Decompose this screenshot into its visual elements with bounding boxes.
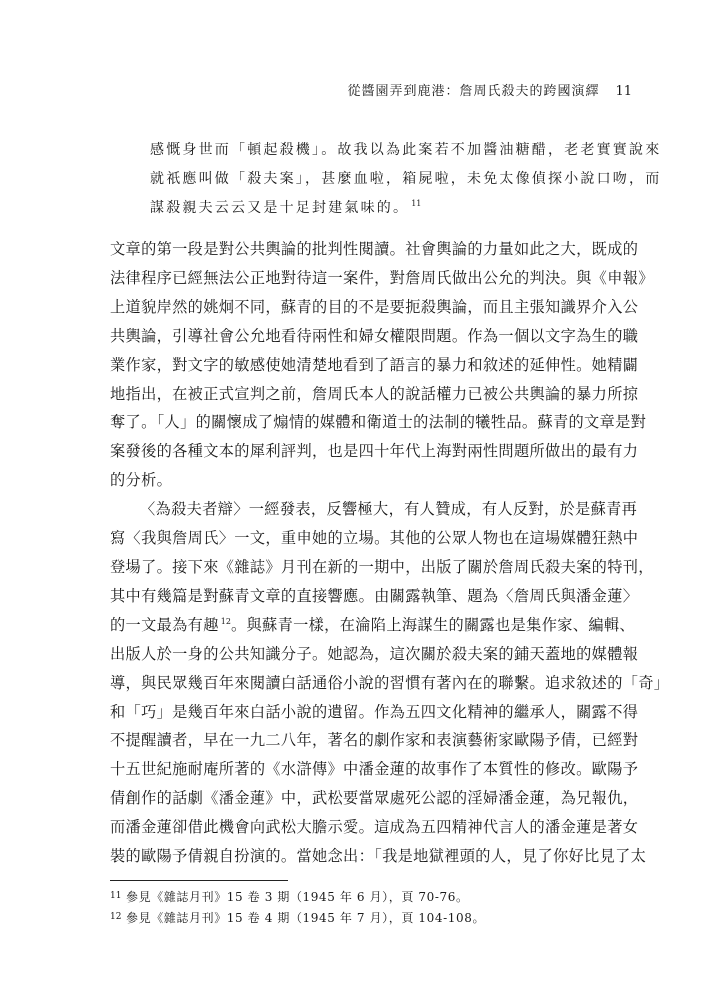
body-line: 不提醒讀者，早在一九二八年，著名的劇作家和表演藝術家歐陽予倩，已經對 — [110, 731, 639, 750]
page-number: 11 — [615, 84, 632, 99]
block-quote — [150, 136, 662, 223]
quote-line — [150, 194, 630, 223]
body-line: 而潘金蓮卻借此機會向武松大膽示愛。這成為五四精神代言人的潘金蓮是著女 — [110, 818, 639, 837]
body-line: 的分析。 — [110, 471, 173, 490]
body-line: 法律程序已經無法公正地對待這一案件，對詹周氏做出公允的判決。與《申報》 — [110, 268, 654, 287]
footnote-number: 12 — [110, 912, 122, 922]
body-line: 業作家，對文字的敏感使她清楚地看到了語言的暴力和敘述的延伸性。她精闢 — [110, 355, 639, 374]
body-line: 文章的第一段是對公共輿論的批判性閱讀。社會輿論的力量如此之大，既成的 — [110, 240, 639, 258]
body-line: 地指出，在被正式宣判之前，詹周氏本人的說話權力已被公共輿論的暴力所掠 — [110, 384, 639, 403]
body-line: 登場了。接下來《雜誌》月刊在新的一期中，出版了關於詹周氏殺夫案的特刊， — [110, 557, 654, 576]
body-line: 其中有幾篇是對蘇青文章的直接響應。由關露執筆、題為〈詹周氏與潘金蓮〉 — [110, 586, 639, 605]
body-line — [110, 611, 635, 640]
body-line: 上道貌岸然的姚炯不同，蘇青的目的不是要扼殺輿論，而且主張知識界介入公 — [110, 297, 639, 316]
body-line: 寫〈我與詹周氏〉一文，重申她的立場。其他的公眾人物也在這場媒體狂熱中 — [110, 529, 639, 548]
quote-line: 感慨身世而「頓起殺機」。故我以為此案若不加醬油糖醋，老老實實說來 — [150, 142, 662, 158]
footnote-ref-12: 12 — [220, 616, 231, 626]
body-line-text: 。與蘇青一樣，在淪陷上海謀生的關露也是集作家、編輯、 — [230, 615, 635, 634]
footnotes — [110, 886, 485, 928]
footnote-text: 參見《雜誌月刊》15 卷 3 期（1945 年 6 月），頁 70-76。 — [126, 890, 469, 904]
body-line: 倩創作的話劇《潘金蓮》中，武松要當眾處死公認的淫婦潘金蓮，為兄報仇， — [110, 789, 639, 808]
quote-line: 就祇應叫做「殺夫案」，甚麼血啦，箱屍啦，未免太像偵探小說口吻，而 — [150, 171, 662, 187]
body-line: 奪了。「人」的關懷成了煽情的媒體和衛道士的法制的犧牲品。蘇青的文章是對 — [110, 413, 647, 432]
running-header — [347, 80, 632, 99]
header-title: 從醬園弄到鹿港：詹周氏殺夫的跨國演繹 — [347, 84, 600, 99]
footnote — [110, 886, 485, 907]
footnote — [110, 907, 485, 928]
footnote-number: 11 — [110, 891, 122, 901]
footnote-text: 參見《雜誌月刊》15 卷 4 期（1945 年 7 月），頁 104-108。 — [126, 911, 486, 925]
body-line: 案發後的各種文本的犀利評判，也是四十年代上海對兩性問題所做出的最有力 — [110, 442, 639, 461]
body-text — [110, 235, 670, 871]
body-line-text: 的一文最為有趣 — [110, 615, 219, 634]
body-line: 〈為殺夫者辯〉一經發表，反響極大，有人贊成，有人反對，於是蘇青再 — [140, 500, 638, 519]
body-line: 十五世紀施耐庵所著的《水滸傳》中潘金蓮的故事作了本質性的修改。歐陽予 — [110, 760, 639, 779]
body-line: 出版人於一身的公共知識分子。她認為，這次關於殺夫案的鋪天蓋地的媒體報 — [110, 644, 639, 663]
body-line: 共輿論，引導社會公允地看待兩性和婦女權限問題。作為一個以文字為生的職 — [110, 326, 639, 345]
quote-line-text: 謀殺親夫云云又是十足封建氣味的。 — [150, 200, 410, 216]
body-line: 裝的歐陽予倩親自扮演的。當她念出：「我是地獄裡頭的人，見了你好比見了太 — [110, 847, 647, 866]
footnote-ref-11: 11 — [411, 199, 422, 209]
body-line: 導，與民眾幾百年來閱讀白話通俗小說的習慣有著內在的聯繫。追求敘述的「奇」 — [110, 673, 670, 692]
body-line: 和「巧」是幾百年來白話小說的遺留。作為五四文化精神的繼承人，關露不得 — [110, 702, 639, 721]
footnote-divider — [110, 880, 288, 881]
